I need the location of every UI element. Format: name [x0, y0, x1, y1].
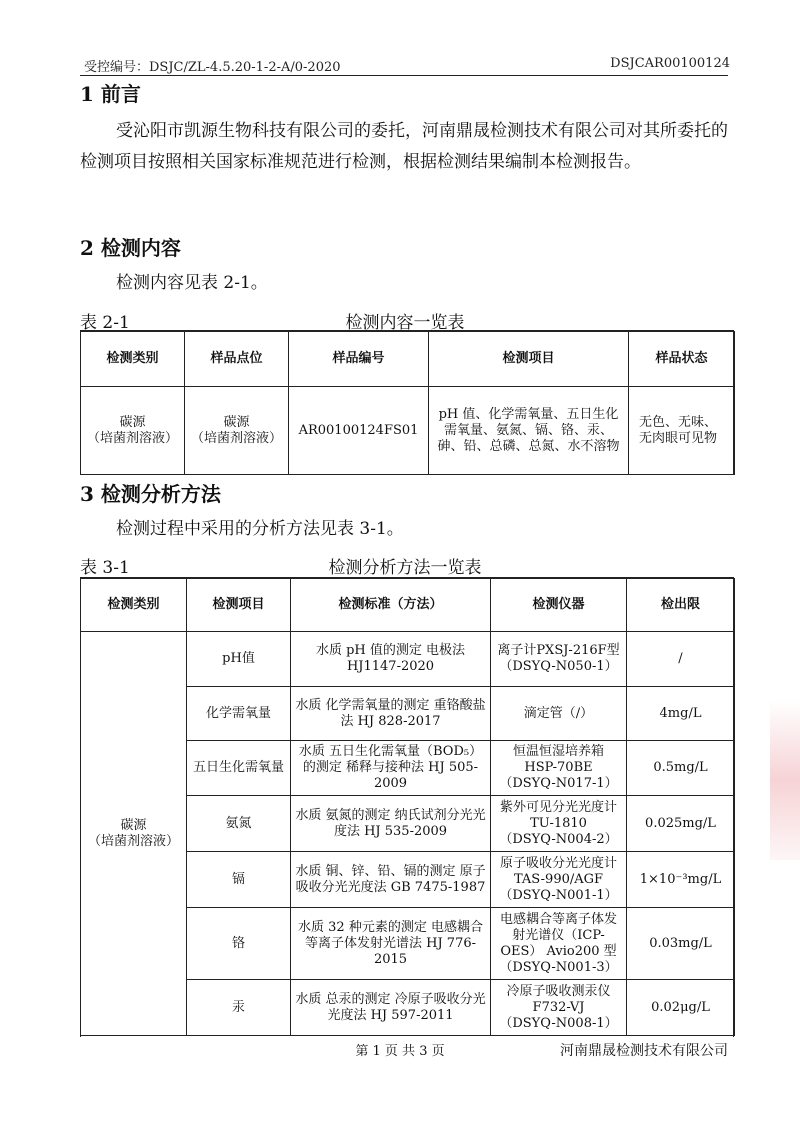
t31-method: 水质 五日生化需氧量（BOD₅）的测定 稀释与接种法 HJ 505-2009: [291, 741, 491, 796]
t31-method: 水质 化学需氧量的测定 重铬酸盐法 HJ 828-2017: [291, 687, 491, 741]
t21-header-sample-no: 样品编号: [289, 332, 429, 387]
footer-company: 河南鼎晟检测技术有限公司: [560, 1043, 728, 1059]
t31-method: 水质 32 种元素的测定 电感耦合等离子体发射光谱法 HJ 776-2015: [291, 908, 491, 980]
seal-stamp-edge: [770, 700, 800, 860]
t31-header-method: 检测标准（方法）: [291, 579, 491, 632]
t31-limit: 0.025mg/L: [627, 796, 735, 852]
t31-method: 水质 铜、锌、铅、镉的测定 原子吸收分光光度法 GB 7475-1987: [291, 852, 491, 908]
table-2-1-caption: [80, 308, 730, 333]
table-3-1-label: 表 3-1: [80, 558, 130, 578]
t31-method: 水质 氨氮的测定 纳氏试剂分光光度法 HJ 535-2009: [291, 796, 491, 852]
t31-limit: 4mg/L: [627, 687, 735, 741]
t21-items: pH 值、化学需氧量、五日生化需氧量、氨氮、镉、铬、汞、砷、铅、总磷、总氮、水不溶物: [429, 387, 629, 475]
t31-limit: /: [627, 632, 735, 687]
section-3-paragraph: [80, 514, 730, 545]
t21-header-category: 检测类别: [81, 332, 185, 387]
table-2-1-label: 表 2-1: [80, 313, 130, 333]
t21-state: 无色、无味、无肉眼可见物: [629, 387, 735, 475]
t21-header-point: 样品点位: [185, 332, 289, 387]
t31-instrument: 冷原子吸收测汞仪 F732-VJ （DSYQ-N008-1）: [491, 980, 627, 1036]
t31-item: 镉: [187, 852, 291, 908]
t21-header-items: 检测项目: [429, 332, 629, 387]
t21-sample-no: AR00100124FS01: [289, 387, 429, 475]
control-number: 受控编号：DSJC/ZL-4.5.20-1-2-A/0-2020: [84, 60, 341, 75]
t31-header-instrument: 检测仪器: [491, 579, 627, 632]
page-number: 第 1 页 共 3 页: [355, 1044, 445, 1059]
table-row: [81, 387, 735, 475]
section-1-text: 受沁阳市凯源生物科技有限公司的委托，河南鼎晟检测技术有限公司对其所委托的检测项目按照相关国家标准规范进行检测，根据检测结果编制本检测报告。: [80, 121, 728, 172]
t31-item: 铬: [187, 908, 291, 980]
t21-point: 碳源 （培菌剂溶液）: [185, 387, 289, 475]
t31-item: 五日生化需氧量: [187, 741, 291, 796]
t31-method: 水质 总汞的测定 冷原子吸收分光光度法 HJ 597-2011: [291, 980, 491, 1036]
t21-header-state: 样品状态: [629, 332, 735, 387]
section-1-paragraph: [80, 116, 730, 178]
t31-instrument: 离子计PXSJ-216F型 （DSYQ-N050-1）: [491, 632, 627, 687]
t31-item: 汞: [187, 980, 291, 1036]
t31-item: 氨氮: [187, 796, 291, 852]
table-3-1: [80, 578, 735, 1036]
table-row: [81, 632, 735, 687]
table-3-1-caption: [80, 553, 730, 578]
section-2-paragraph: [80, 268, 730, 299]
section-2-text: 检测内容见表 2-1。: [116, 273, 268, 293]
t31-limit: 0.02μg/L: [627, 980, 735, 1036]
t31-limit: 0.03mg/L: [627, 908, 735, 980]
t31-instrument: 原子吸收分光光度计 TAS-990/AGF （DSYQ-N001-1）: [491, 852, 627, 908]
t31-method: 水质 pH 值的测定 电极法 HJ1147-2020: [291, 632, 491, 687]
t31-header-item: 检测项目: [187, 579, 291, 632]
section-3-title: 3 检测分析方法: [80, 482, 221, 506]
table-2-1-title: 检测内容一览表: [345, 313, 465, 333]
t31-limit: 1×10⁻³mg/L: [627, 852, 735, 908]
t31-item: 化学需氧量: [187, 687, 291, 741]
t31-instrument: 恒温恒湿培养箱 HSP-70BE （DSYQ-N017-1）: [491, 741, 627, 796]
section-2-title: 2 检测内容: [80, 236, 181, 260]
t31-limit: 0.5mg/L: [627, 741, 735, 796]
t31-header-category: 检测类别: [81, 579, 187, 632]
table-2-1: [80, 331, 735, 475]
table-3-1-header-row: [81, 579, 735, 632]
section-3-text: 检测过程中采用的分析方法见表 3-1。: [116, 519, 404, 539]
t31-instrument: 滴定管（/）: [491, 687, 627, 741]
t31-category: 碳源 （培菌剂溶液）: [81, 632, 187, 1036]
t31-instrument: 电感耦合等离子体发射光谱仪（ICP-OES） Avio200 型 （DSYQ-N001-3）: [491, 908, 627, 980]
header-divider: [80, 75, 728, 76]
section-1-title: 1 前言: [80, 82, 141, 106]
t31-header-limit: 检出限: [627, 579, 735, 632]
table-2-1-header-row: [81, 332, 735, 387]
report-number: DSJCAR00100124: [610, 56, 730, 71]
table-3-1-title: 检测分析方法一览表: [328, 558, 482, 578]
t31-item: pH值: [187, 632, 291, 687]
t21-category: 碳源 （培菌剂溶液）: [81, 387, 185, 475]
t31-instrument: 紫外可见分光光度计 TU-1810 （DSYQ-N004-2）: [491, 796, 627, 852]
